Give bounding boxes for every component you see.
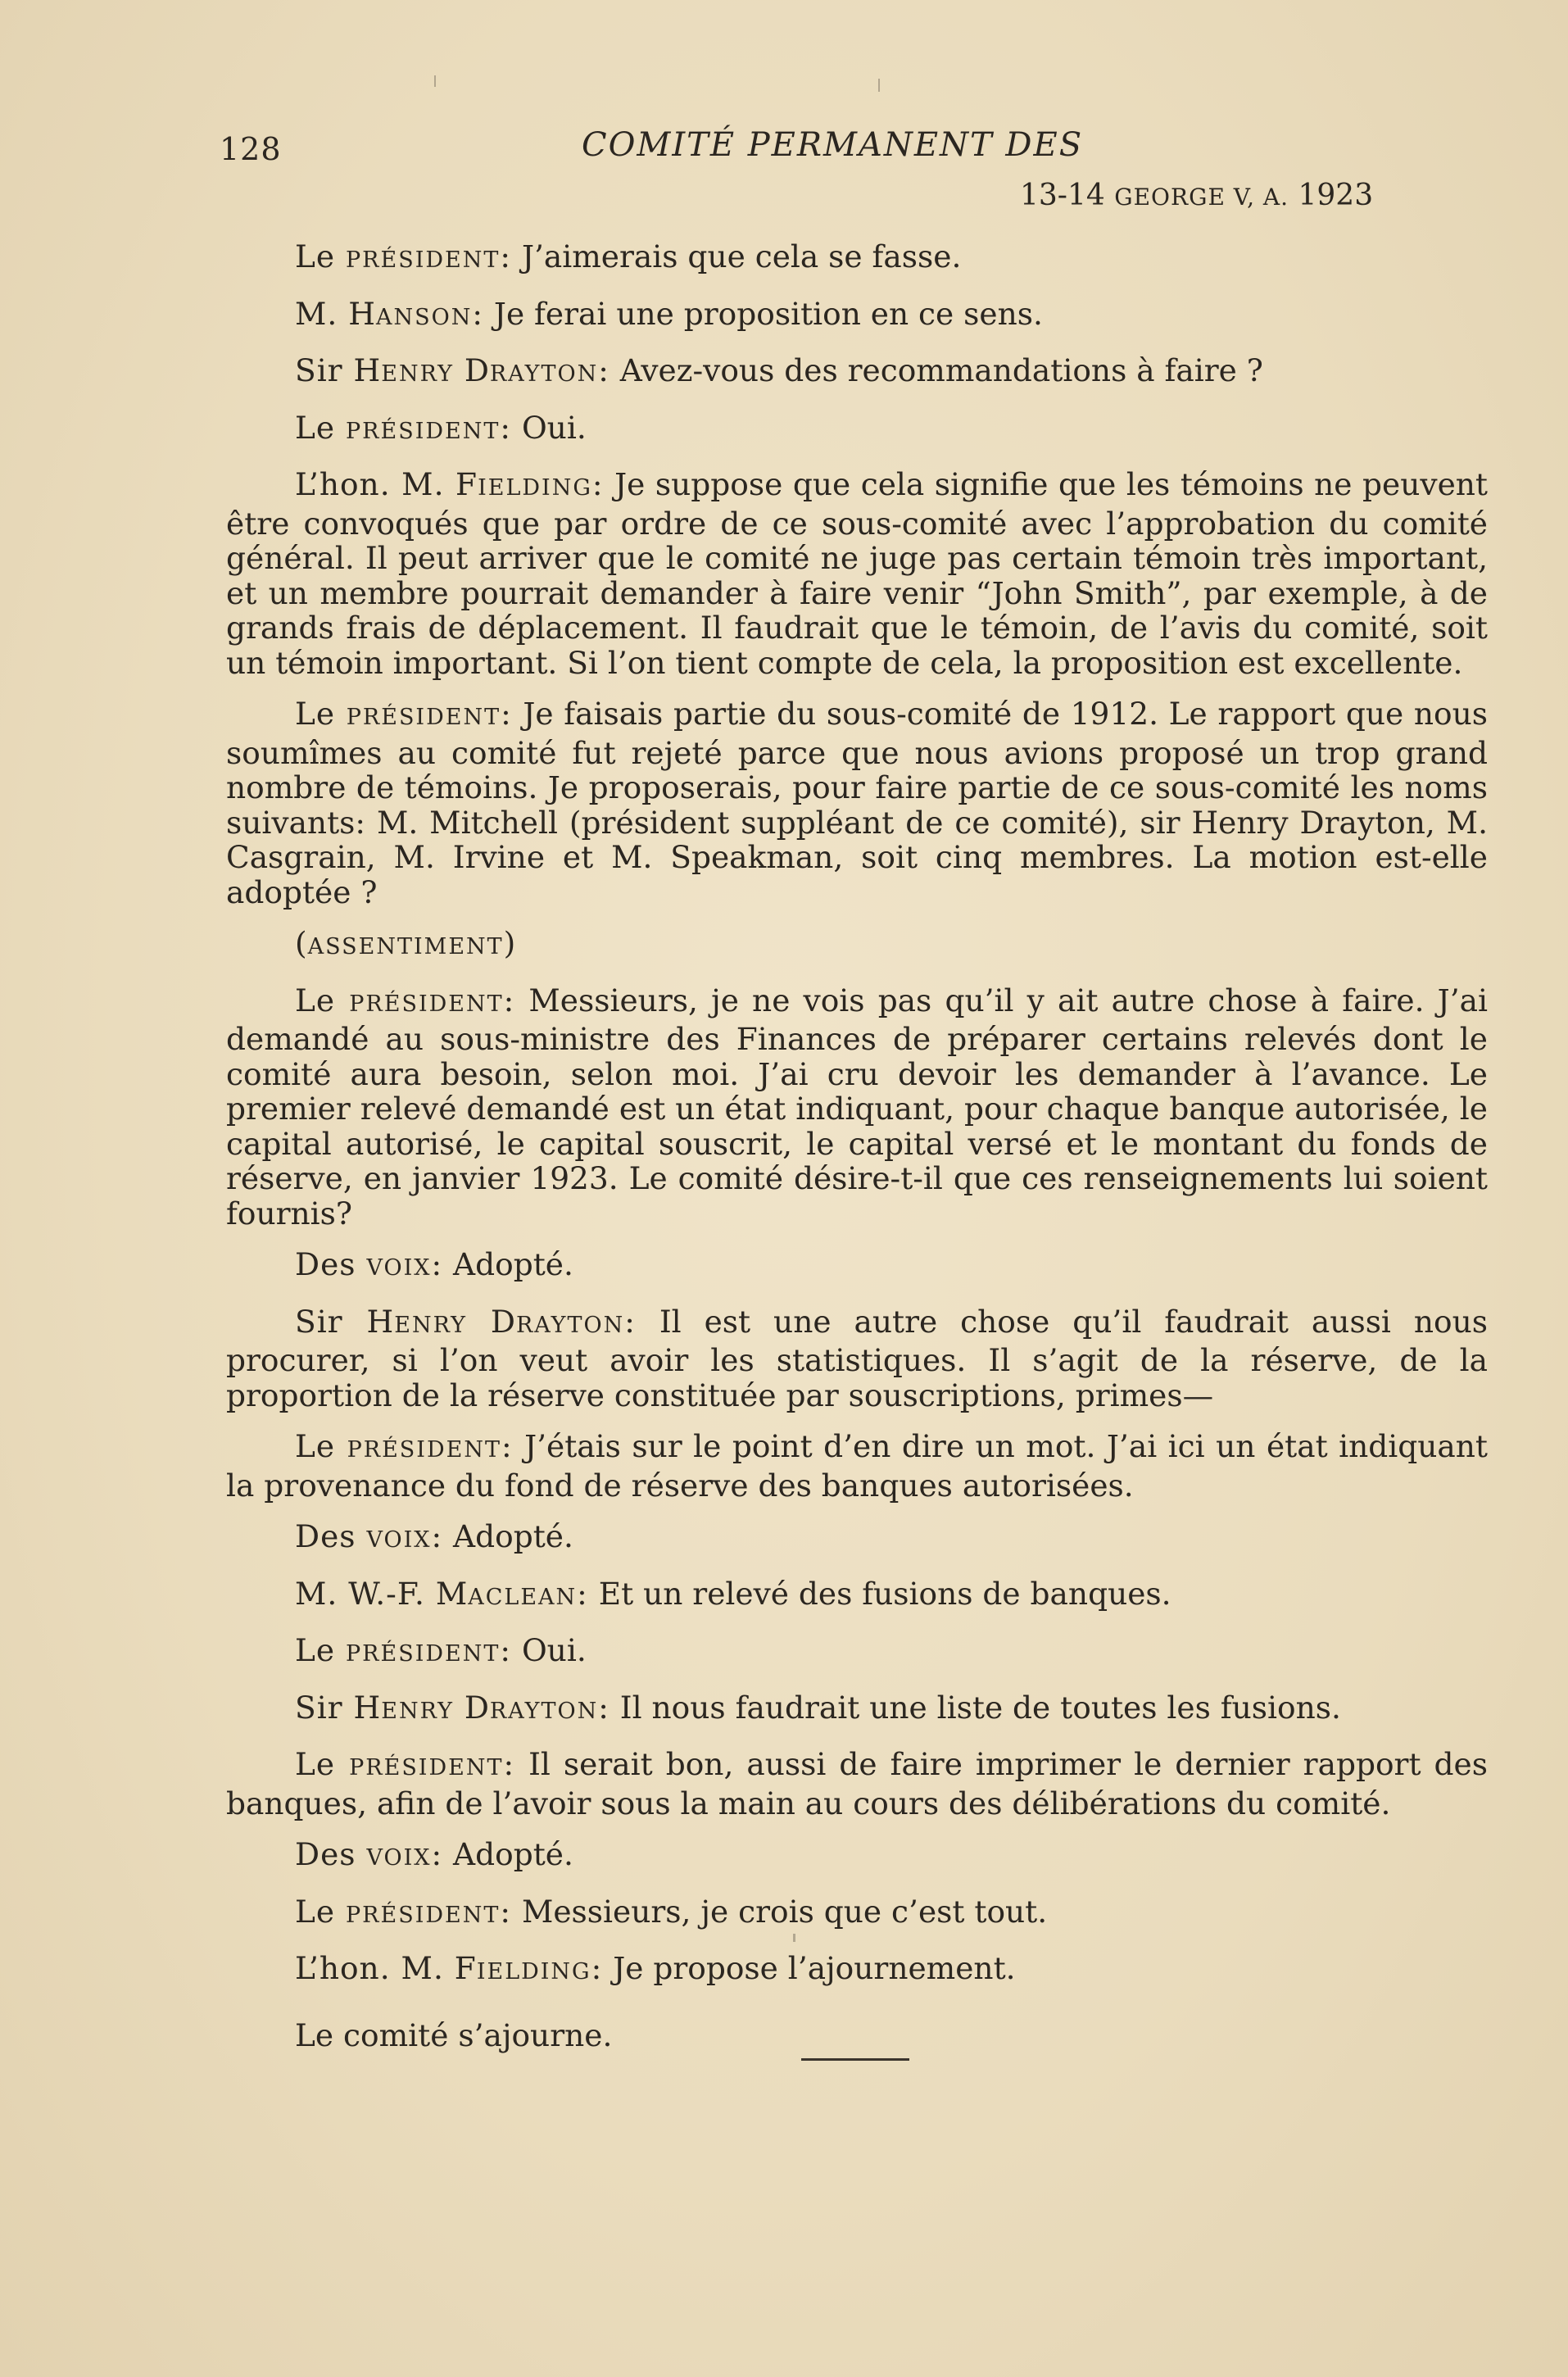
- speech-text: Adopté.: [453, 1246, 573, 1282]
- page-number: 128: [220, 131, 282, 167]
- speech-text: Adopté.: [453, 1518, 573, 1554]
- session-george: GEORGE V, A.: [1114, 184, 1289, 211]
- paragraph-8: [226, 983, 1488, 1232]
- speaker-lead: Le: [295, 696, 347, 732]
- session-label: [1020, 179, 1373, 212]
- speaker-separator: :: [598, 1689, 620, 1726]
- speaker-lead: Des: [295, 1518, 367, 1554]
- speaker-separator: ): [503, 925, 517, 961]
- speaker-separator: :: [472, 295, 494, 332]
- speaker-mid: D: [453, 1689, 490, 1726]
- speaker-small-caps: PRÉSIDENT: [347, 1437, 501, 1463]
- speech-text: Adopté.: [453, 1836, 573, 1872]
- speaker-small-caps: IELDING: [478, 475, 592, 501]
- speaker-small-caps: IELDING: [476, 1959, 591, 1985]
- speaker-small-caps: ACLEAN: [468, 1584, 578, 1610]
- paragraph-12: [226, 1519, 1488, 1558]
- speaker-separator: :: [431, 1836, 454, 1872]
- speech-text: Avez-vous des recommandations à faire ?: [619, 352, 1263, 388]
- paragraph-17: [226, 1837, 1488, 1876]
- speaker-separator: :: [503, 982, 529, 1018]
- paragraph-18: [226, 1894, 1488, 1934]
- speech-text: Je ferai une proposition en ce sens.: [493, 295, 1043, 332]
- speaker: [295, 1746, 528, 1782]
- paragraph-3: [226, 353, 1488, 392]
- paragraph-2: [226, 297, 1488, 336]
- paragraph-16: [226, 1747, 1488, 1821]
- speaker: [295, 238, 522, 274]
- speaker: [295, 1304, 659, 1340]
- speech-text: Messieurs, je ne vois pas qu’il y ait autre chose à faire. J’ai demandé au sous-ministre des Finances de préparer certains relevés dont le comité aura besoin, selon moi. J’ai cru devoir les demander à l’avance. Le premier relevé demandé est un état indiquant, pour chaque banque autorisée, le capital autorisé, le capital souscrit, le capital versé et le montant du fonds de réserve, en janvier 1923. Le comité désire-t-il que ces renseignements lui soient fournis?: [226, 982, 1488, 1232]
- paragraph-13: [226, 1576, 1488, 1616]
- speech-text: J’aimerais que cela se fasse.: [521, 238, 962, 274]
- speaker-lead: Le: [295, 1428, 347, 1464]
- speaker-small-caps: PRÉSIDENT: [346, 705, 501, 730]
- running-title: COMITÉ PERMANENT DES: [582, 126, 1084, 164]
- speaker-small-caps-2: RAYTON: [489, 1698, 599, 1724]
- speaker-small-caps-2: RAYTON: [515, 1312, 625, 1338]
- speaker-mid: D: [453, 352, 490, 388]
- speaker-lead: Sir H: [295, 1689, 382, 1726]
- speaker-small-caps-2: RAYTON: [489, 361, 599, 387]
- speaker-separator: :: [591, 1950, 614, 1986]
- speaker-mid: D: [466, 1303, 516, 1340]
- speaker-lead: Des: [295, 1836, 367, 1872]
- speaker-lead: Le: [295, 982, 350, 1018]
- speaker-separator: :: [431, 1246, 454, 1282]
- speaker-separator: :: [500, 238, 522, 274]
- paragraph-1: [226, 239, 1488, 279]
- speaker: [295, 1576, 599, 1612]
- speaker: [295, 296, 494, 332]
- speaker-lead: Le: [295, 409, 347, 446]
- transcript-body: [226, 239, 1488, 2069]
- speaker-separator: :: [577, 1575, 599, 1612]
- end-rule: [801, 2058, 909, 2061]
- speaker: [295, 1518, 453, 1554]
- session-prefix: 13-14: [1020, 179, 1115, 212]
- speaker-small-caps: ASSENTIMENT: [307, 934, 504, 959]
- speaker-separator: :: [431, 1518, 454, 1554]
- speaker: [295, 1632, 522, 1668]
- speaker-lead: Le: [295, 1746, 350, 1782]
- speaker-separator: :: [501, 1428, 525, 1464]
- speaker: [295, 352, 620, 388]
- speech-text: Messieurs, je crois que c’est tout.: [521, 1893, 1048, 1930]
- speaker: [295, 1894, 522, 1930]
- speech-text: Je propose l’ajournement.: [613, 1950, 1016, 1986]
- paragraph-4: [226, 411, 1488, 450]
- speaker-separator: :: [500, 1893, 522, 1930]
- speaker-small-caps: ENRY: [381, 1698, 454, 1724]
- speech-text: Il est une autre chose qu’il faudrait aussi nous procurer, si l’on veut avoir les statistiques. Il s’agit de la réserve, de la proportion de la réserve constituée par souscriptions, primes—: [226, 1303, 1488, 1413]
- speaker-lead: L’hon. M. F: [295, 1950, 477, 1986]
- speaker: [295, 1950, 613, 1986]
- paragraph-6: [226, 696, 1488, 910]
- paragraph-5: [226, 467, 1488, 680]
- paragraph-15: [226, 1690, 1488, 1730]
- speaker-small-caps: VOIX: [366, 1527, 432, 1553]
- paper-speck: [434, 75, 436, 87]
- speaker-small-caps: VOIX: [366, 1845, 432, 1871]
- paper-speck: [878, 79, 880, 92]
- speaker: [295, 1246, 453, 1282]
- speaker-lead: Le: [295, 1632, 347, 1668]
- speaker-separator: :: [501, 696, 523, 732]
- speaker-lead: Sir H: [295, 352, 382, 388]
- speech-text: J’étais sur le point d’en dire un mot. J’ai ici un état indiquant la provenance du fond de réserve des banques autorisées.: [226, 1428, 1489, 1504]
- speech-text: Et un relevé des fusions de banques.: [598, 1575, 1171, 1612]
- speaker-separator: :: [500, 409, 522, 446]
- speaker-small-caps: VOIX: [366, 1255, 432, 1281]
- speaker-separator: :: [598, 352, 620, 388]
- speaker-small-caps: ENRY: [394, 1312, 467, 1338]
- speech-text: Je faisais partie du sous-comité de 1912. Le rapport que nous soumîmes au comité fut rejeté parce que nous avions proposé un trop grand nombre de témoins. Je proposerais, pour faire partie de ce sous-comité les noms suivants: M. Mitchell (président suppléant de ce comité), sir Henry Drayton, M. Casgrain, M. Irvine et M. Speakman, soit cinq membres. La motion est-elle adoptée ?: [226, 696, 1489, 910]
- speech-text: Je suppose que cela signifie que les témoins ne peuvent être convoqués que par ordre de ce sous-comité avec l’approbation du comité général. Il peut arriver que le comité ne juge pas certain témoin très important, et un membre pourrait demander à faire venir “John Smith”, par exemple, à de grands frais de déplacement. Il faudrait que le témoin, de l’avis du comité, soit un témoin important. Si l’on tient compte de cela, la proposition est excellente.: [226, 466, 1488, 681]
- paragraph-9: [226, 1247, 1488, 1286]
- speaker: [295, 1428, 524, 1464]
- speaker-lead: L’hon. M. F: [295, 466, 478, 502]
- speaker-lead: Sir H: [295, 1303, 395, 1340]
- speaker-lead: Le: [295, 1893, 347, 1930]
- closing-line: Le comité s’ajourne.: [295, 2016, 613, 2053]
- speaker-lead: M. H: [295, 295, 376, 332]
- paragraph-11: [226, 1429, 1488, 1503]
- speaker-small-caps: ENRY: [381, 361, 454, 387]
- speaker: [295, 925, 516, 961]
- speaker-lead: Le: [295, 238, 347, 274]
- speaker: [295, 410, 522, 446]
- paper-speck: [793, 1934, 795, 1942]
- speaker-separator: :: [500, 1632, 522, 1668]
- speaker: [295, 1690, 620, 1726]
- speaker-small-caps: ANSON: [375, 304, 473, 330]
- speaker-small-caps: PRÉSIDENT: [346, 418, 501, 444]
- speaker: [295, 466, 614, 502]
- speaker-small-caps: PRÉSIDENT: [346, 1902, 501, 1928]
- speaker-small-caps: PRÉSIDENT: [346, 1641, 501, 1667]
- speaker: [295, 1836, 453, 1872]
- speaker-small-caps: PRÉSIDENT: [349, 1755, 504, 1780]
- session-year: 1923: [1289, 179, 1374, 212]
- paragraph-14: [226, 1633, 1488, 1672]
- speaker: [295, 696, 523, 732]
- speaker-lead: M. W.-F. M: [295, 1575, 469, 1612]
- speech-text: Oui.: [521, 409, 587, 446]
- speaker-small-caps: PRÉSIDENT: [349, 991, 504, 1017]
- speaker-separator: :: [503, 1746, 529, 1782]
- speaker: [295, 982, 528, 1018]
- speech-text: Il nous faudrait une liste de toutes les fusions.: [619, 1689, 1341, 1726]
- speech-text: Il serait bon, aussi de faire imprimer le dernier rapport des banques, afin de l’avoir sous la main au cours des délibérations du comité.: [226, 1746, 1488, 1821]
- speaker-lead: (: [295, 925, 308, 961]
- paragraph-19: [226, 1951, 1488, 1990]
- speaker-lead: Des: [295, 1246, 367, 1282]
- paragraph-10: [226, 1304, 1488, 1413]
- paragraph-7: [226, 926, 1488, 965]
- speaker-separator: :: [591, 466, 615, 502]
- speaker-small-caps: PRÉSIDENT: [346, 247, 501, 273]
- speaker-separator: :: [624, 1303, 659, 1340]
- speech-text: Oui.: [521, 1632, 587, 1668]
